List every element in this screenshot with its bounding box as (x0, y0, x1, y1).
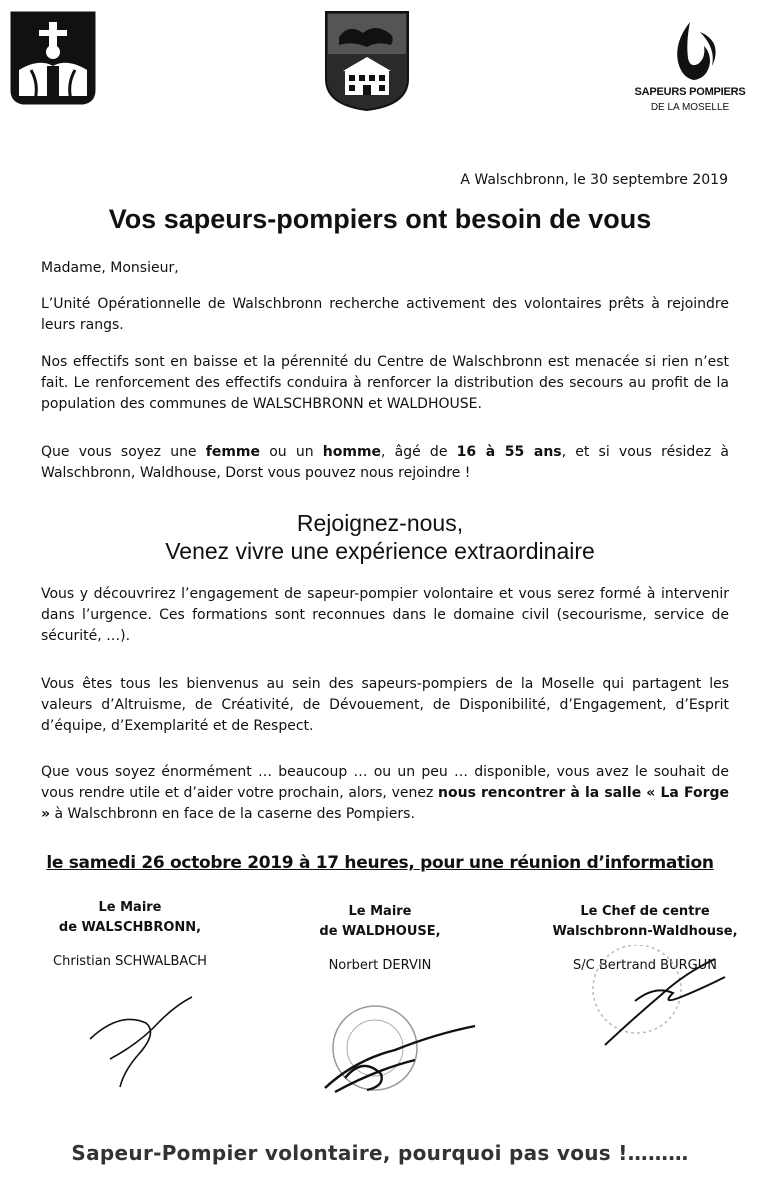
fire-brand-line1: SAPEURS POMPIERS (634, 86, 746, 98)
flame-icon (677, 22, 710, 80)
fire-brand-line2: DE LA MOSELLE (650, 102, 730, 113)
place-date: A Walschbronn, le 30 septembre 2019 (460, 172, 728, 188)
paragraph-1: L’Unité Opérationnelle de Walschbronn recherche activement des volontaires prêts à rejoindre leurs rangs. (41, 296, 729, 333)
walschbronn-coat-of-arms (9, 10, 97, 106)
salutation: Madame, Monsieur, (41, 260, 179, 276)
letter-title: Vos sapeurs-pompiers ont besoin de vous (108, 204, 652, 234)
signature-block-walschbronn: Le Maire de WALSCHBRONN, Christian SCHWALBACH (53, 900, 207, 969)
waldhouse-stamp-signature (315, 1000, 485, 1100)
signature-block-chief: Le Chef de centre Walschbronn-Waldhouse, S/C Bertrand BURGUN (552, 904, 738, 973)
subtitle-line1: Rejoignez-nous, (296, 510, 464, 536)
paragraph-5: Vous êtes tous les bienvenus au sein des sapeurs-pompiers de la Moselle qui partagent les valeurs d’Altruisme, de Créativité, de Dévouement, de Disponibilité, d’Engagement, d’Esprit d’équipe, d’Exemplarité et de Respect. (41, 676, 729, 734)
paragraph-6: Que vous soyez énormément … beaucoup … ou un peu … disponible, vous avez le souhait de vous rendre utile et d’aider votre prochain, alors, venez nous rencontrer à la salle « La Forge » à Walschbronn en face de la caserne des Pompiers. (41, 764, 729, 822)
event-announcement: le samedi 26 octobre 2019 à 17 heures, pour une réunion d’information (46, 853, 714, 873)
footer-slogan: Sapeur-Pompier volontaire, pourquoi pas vous !……… (71, 1141, 689, 1165)
signature-mark-1 (80, 995, 200, 1105)
paragraph-2: Nos effectifs sont en baisse et la pérennité du Centre de Walschbronn est menacée si rien n’est fait. Le renforcement des effectifs conduira à renforcer la distribution des secours au profit de la population des communes de WALSCHBRONN et WALDHOUSE. (41, 354, 729, 412)
sapeurs-pompiers-logo (620, 18, 760, 128)
waldhouse-coat-of-arms (323, 9, 411, 113)
paragraph-4: Vous y découvrirez l’engagement de sapeur-pompier volontaire et vous serez formé à intervenir dans l’urgence. Ces formations sont reconnues dans le domaine civil (secourisme, service de sécurité, …). (41, 586, 729, 644)
subtitle-line2: Venez vivre une expérience extraordinaire (165, 538, 595, 564)
paragraph-3: Que vous soyez une femme ou un homme, âgé de 16 à 55 ans, et si vous résidez à Walschbronn, Waldhouse, Dorst vous pouvez nous rejoindre ! (41, 444, 729, 481)
chief-stamp-signature (565, 945, 735, 1055)
signature-block-waldhouse: Le Maire de WALDHOUSE, Norbert DERVIN (319, 904, 441, 973)
